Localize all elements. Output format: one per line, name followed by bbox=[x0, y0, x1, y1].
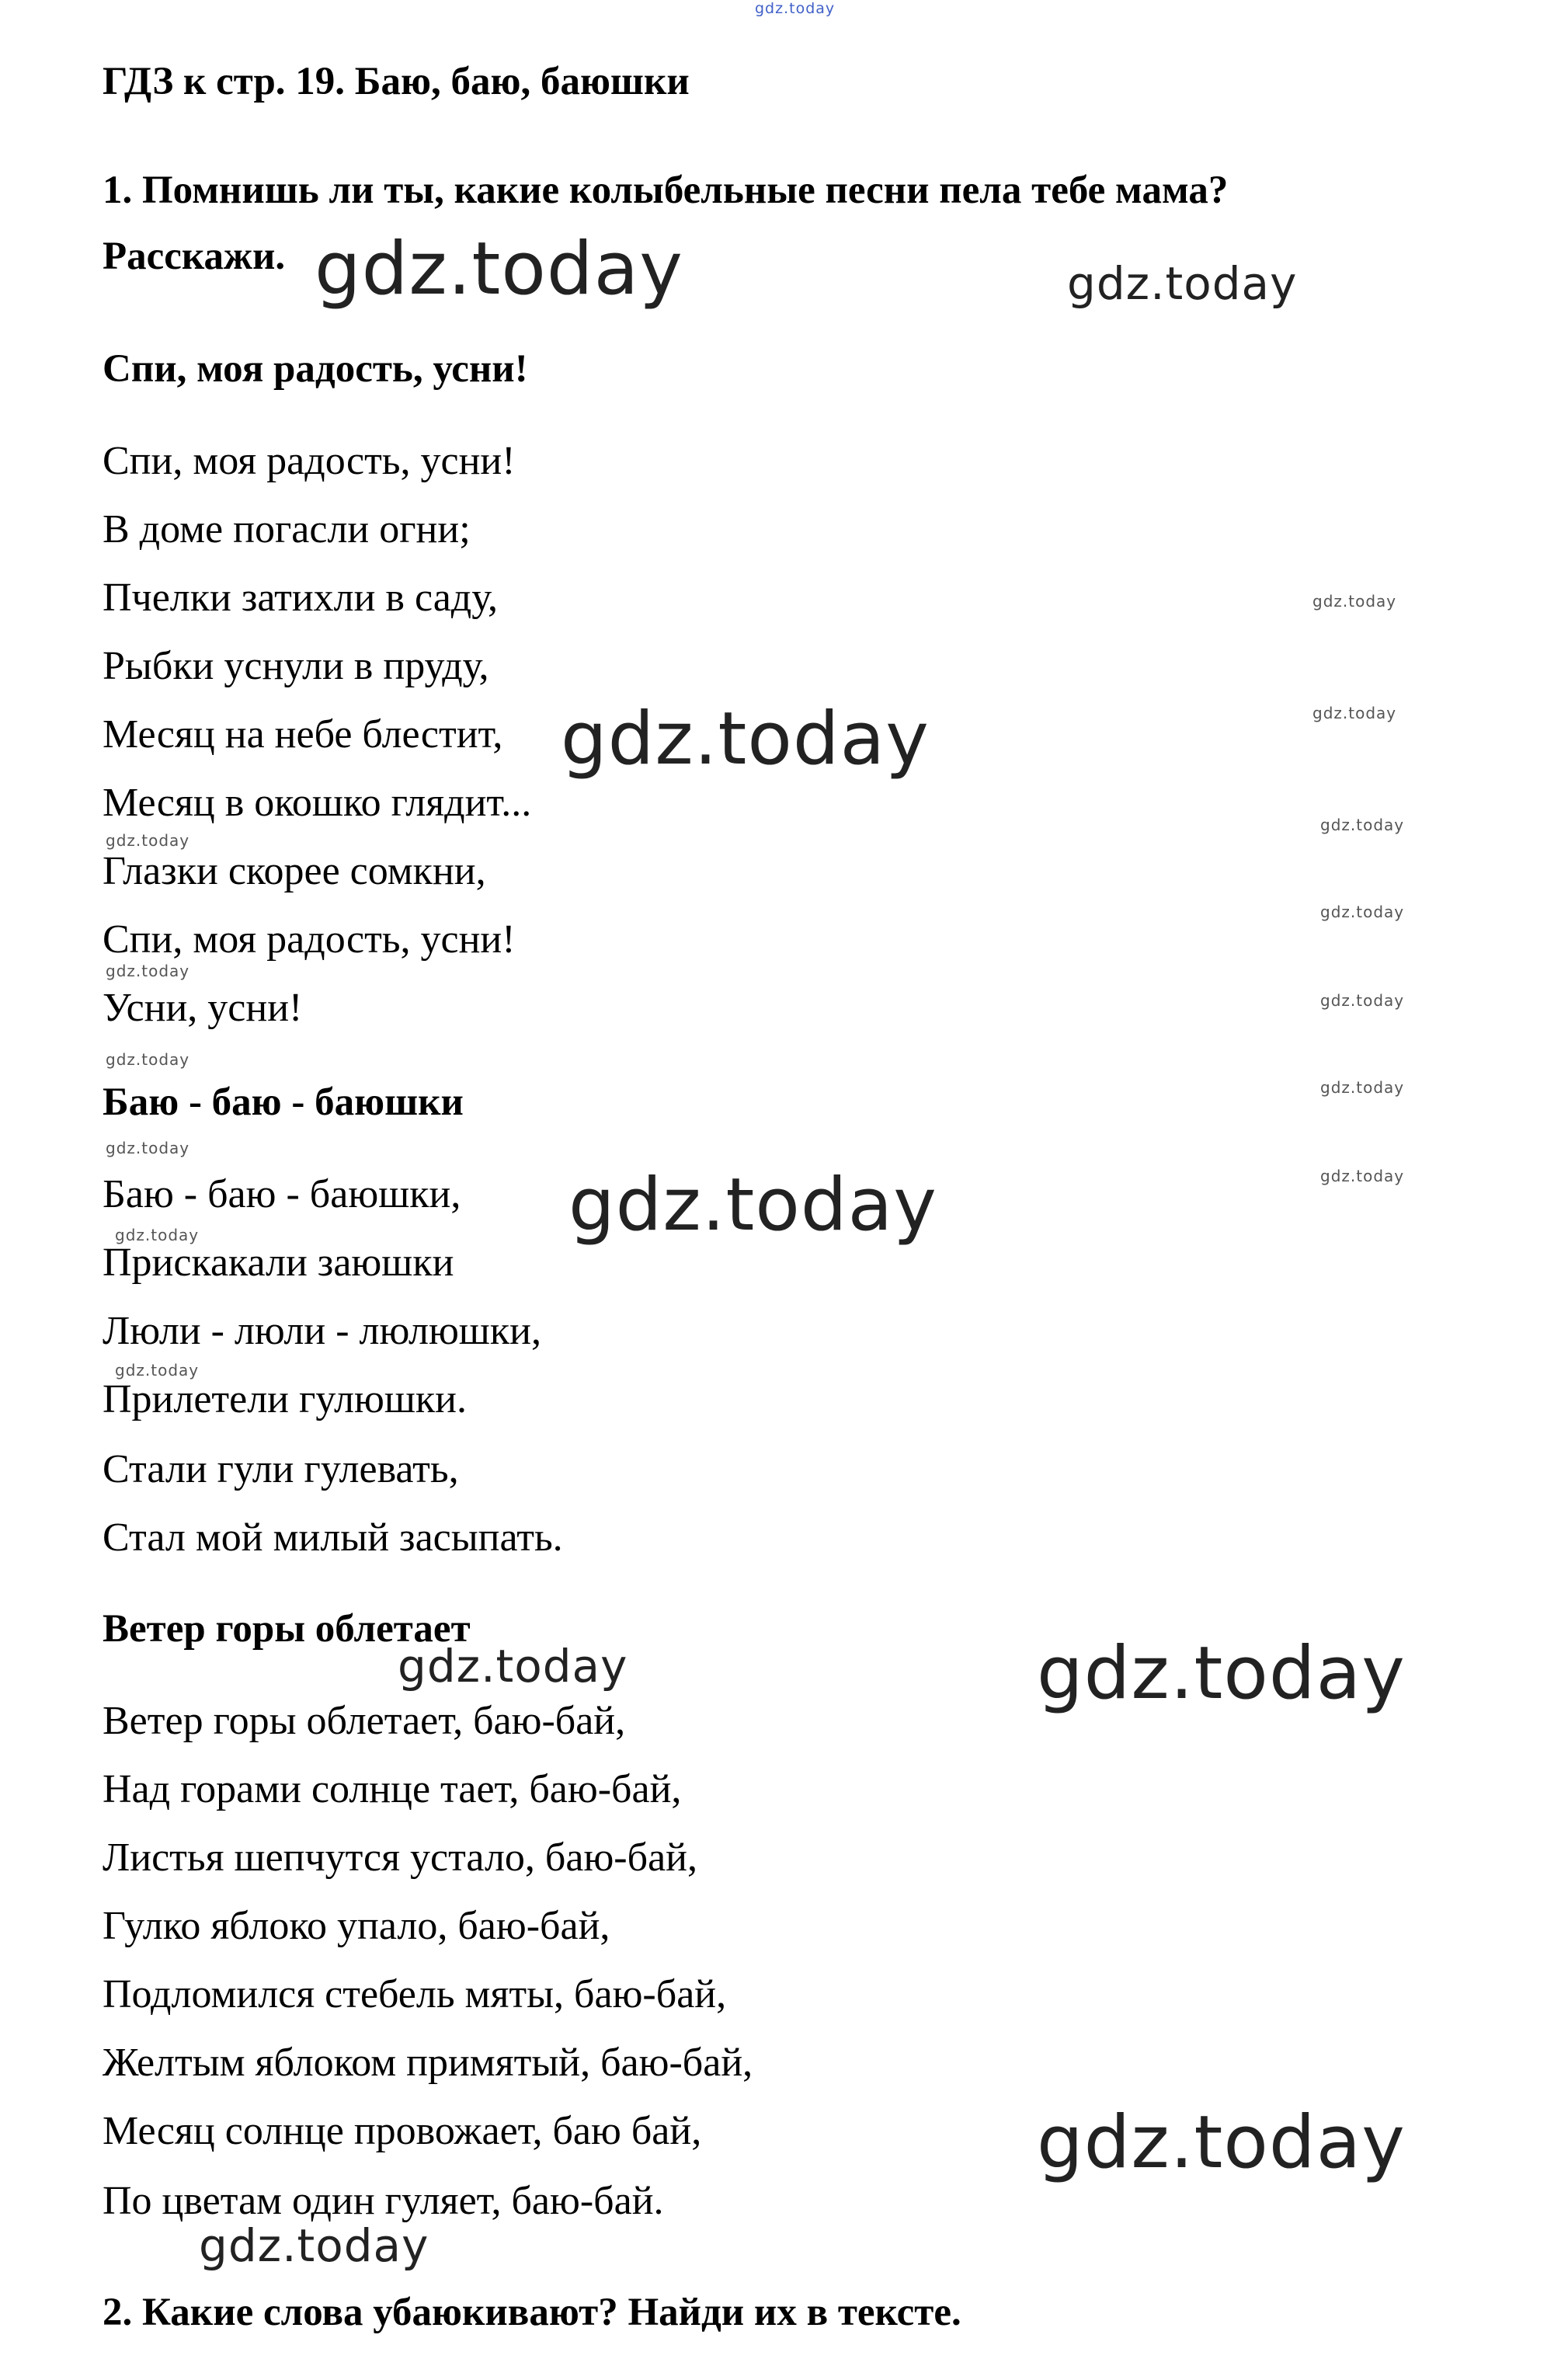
question-2: 2. Какие слова убаюкивают? Найди их в тексте. bbox=[103, 2291, 961, 2334]
watermark: gdz.today bbox=[1067, 257, 1298, 310]
song-1-line: Месяц в окошко глядит... bbox=[103, 781, 532, 825]
watermark: gdz.today bbox=[1037, 1631, 1406, 1716]
watermark: gdz.today bbox=[1312, 592, 1397, 611]
song-3-line: Над горами солнце тает, баю-бай, bbox=[103, 1767, 682, 1811]
song-1-line: Усни, усни! bbox=[103, 986, 303, 1030]
song-1-line: Пчелки затихли в саду, bbox=[103, 576, 499, 620]
song-1-line: Месяц на небе блестит, bbox=[103, 712, 503, 757]
song-1-line: Спи, моя радость, усни! bbox=[103, 439, 516, 483]
song-3-line: Месяц солнце провожает, баю бай, bbox=[103, 2109, 702, 2153]
song-2-line: Стал мой милый засыпать. bbox=[103, 1515, 563, 1560]
song-3-line: Листья шепчутся устало, баю-бай, bbox=[103, 1835, 697, 1880]
watermark: gdz.today bbox=[561, 697, 930, 781]
question-1-line-2: Расскажи. bbox=[103, 235, 286, 278]
song-1-line: В доме погасли огни; bbox=[103, 507, 471, 552]
song-2-line: Прилетели гулюшки. bbox=[103, 1377, 467, 1421]
watermark: gdz.today bbox=[1320, 991, 1405, 1010]
song-3-line: Ветер горы облетает, баю-бай, bbox=[103, 1699, 626, 1743]
song-1-line: Спи, моя радость, усни! bbox=[103, 917, 516, 962]
watermark: gdz.today bbox=[568, 1163, 937, 1247]
watermark: gdz.today bbox=[106, 962, 190, 980]
song-1-line: Рыбки уснули в пруду, bbox=[103, 644, 489, 688]
song-3-line: Гулко яблоко упало, баю-бай, bbox=[103, 1904, 610, 1948]
song-3-line: Желтым яблоком примятый, баю-бай, bbox=[103, 2041, 753, 2085]
watermark: gdz.today bbox=[1320, 1078, 1405, 1097]
question-1-line-1: 1. Помнишь ли ты, какие колыбельные песни пела тебе мама? bbox=[103, 169, 1229, 212]
song-2-heading: Баю - баю - баюшки bbox=[103, 1080, 464, 1124]
watermark: gdz.today bbox=[199, 2219, 429, 2272]
watermark: gdz.today bbox=[1320, 1167, 1405, 1185]
song-2-line: Прискакали заюшки bbox=[103, 1240, 454, 1285]
watermark: gdz.today bbox=[398, 1640, 628, 1693]
song-3-heading: Ветер горы облетает bbox=[103, 1607, 471, 1651]
watermark: gdz.today bbox=[106, 1139, 190, 1157]
watermark: gdz.today bbox=[106, 1050, 190, 1069]
watermark: gdz.today bbox=[315, 227, 683, 311]
watermark: gdz.today bbox=[115, 1361, 200, 1380]
song-2-line: Баю - баю - баюшки, bbox=[103, 1172, 461, 1216]
song-2-line: Стали гули гулевать, bbox=[103, 1447, 459, 1491]
song-2-line: Люли - люли - люлюшки, bbox=[103, 1309, 541, 1353]
watermark: gdz.today bbox=[1320, 903, 1405, 921]
watermark: gdz.today bbox=[1312, 704, 1397, 722]
watermark: gdz.today bbox=[755, 0, 836, 17]
song-3-line: По цветам один гуляет, баю-бай. bbox=[103, 2179, 664, 2223]
song-3-line: Подломился стебель мяты, баю-бай, bbox=[103, 1972, 727, 2016]
song-1-line: Глазки скорее сомкни, bbox=[103, 849, 486, 893]
watermark: gdz.today bbox=[1037, 2100, 1406, 2185]
watermark: gdz.today bbox=[115, 1226, 200, 1244]
watermark: gdz.today bbox=[106, 831, 190, 850]
song-1-heading: Спи, моя радость, усни! bbox=[103, 347, 528, 391]
watermark: gdz.today bbox=[1320, 816, 1405, 834]
page-title: ГДЗ к стр. 19. Баю, баю, баюшки bbox=[103, 60, 690, 103]
